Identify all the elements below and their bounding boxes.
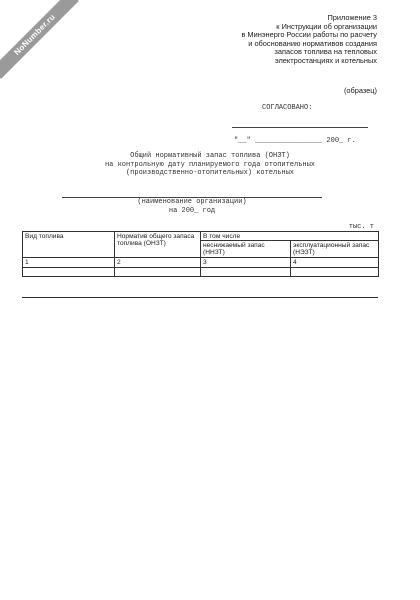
title-line: (производственно-отопительных) котельных <box>125 169 295 178</box>
appendix-line: и обоснованию нормативов создания <box>248 38 377 48</box>
header-nnzt: неснижаемый запас (ННЗТ) <box>201 241 291 258</box>
appendix-line: Приложение 3 <box>327 13 377 22</box>
header-nezt: эксплуатационный запас (НЭЗТ) <box>291 241 379 258</box>
sample-label: (образец) <box>343 86 377 95</box>
column-number: 2 <box>115 258 201 267</box>
header-including: В том числе <box>201 232 379 241</box>
watermark: NoNumber.ru <box>0 0 79 79</box>
organization-caption: (наименование организации) <box>137 198 247 206</box>
units-label: тыс. т <box>348 223 374 231</box>
title-line: Общий нормативный запас топлива (ОНЗТ) <box>130 152 290 160</box>
organization-year: на 200_ год <box>168 206 216 215</box>
table-number-row <box>23 258 379 267</box>
table-cell <box>115 267 201 276</box>
table-cell <box>291 267 379 276</box>
table-cell <box>201 267 291 276</box>
column-number: 1 <box>23 258 115 267</box>
appendix-line: электростанциях и котельных <box>274 55 377 65</box>
approval-label: СОГЛАСОВАНО: <box>262 104 313 112</box>
appendix-line: в Минэнерго России работы по расчету <box>241 30 377 40</box>
bottom-rule <box>22 297 378 298</box>
table-cell <box>23 267 115 276</box>
column-number: 4 <box>291 258 379 267</box>
header-total-norm: Норматив общего запаса топлива (ОНЗТ) <box>115 232 201 258</box>
organization-block <box>0 198 384 215</box>
column-number: 3 <box>201 258 291 267</box>
header-fuel-type: Вид топлива <box>23 232 115 258</box>
table-row <box>23 267 379 276</box>
fuel-reserve-table <box>22 231 379 277</box>
title-line: на контрольную дату планируемого года отопительных <box>104 160 316 169</box>
document-title <box>0 152 420 178</box>
appendix-header <box>197 14 377 66</box>
approval-signature-line <box>232 127 368 128</box>
table-header-row <box>23 232 379 241</box>
appendix-line: к Инструкции об организации <box>276 21 377 31</box>
appendix-line: запасов топлива на тепловых <box>274 47 377 57</box>
approval-date: "__" ________________ 200_ г. <box>234 137 356 145</box>
